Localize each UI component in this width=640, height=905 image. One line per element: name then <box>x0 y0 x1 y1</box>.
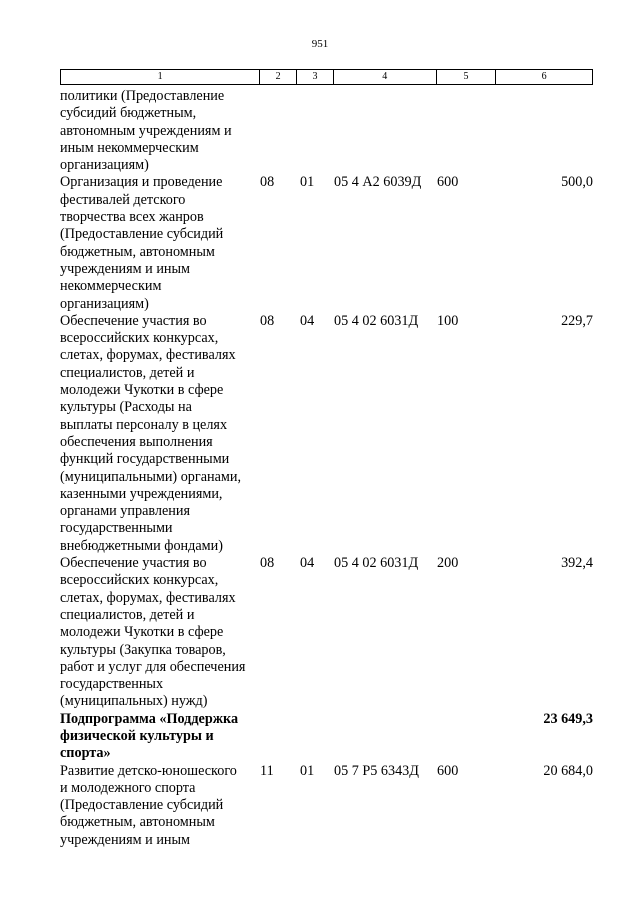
header-col-5: 5 <box>437 70 497 84</box>
row-description: политики (Предоставление субсидий бюджетным, автономным учреждениям и иным некоммерческим организациям) <box>60 88 232 174</box>
header-col-1: 1 <box>61 70 260 84</box>
table-row <box>60 174 593 312</box>
row-subsection: 01 <box>300 762 315 779</box>
row-section <box>260 711 297 763</box>
row-subsection: 01 <box>300 174 315 191</box>
row-target-code: 05 4 А2 6039Д <box>334 174 422 191</box>
row-section: 08 <box>260 312 275 329</box>
row-expense-type <box>437 88 497 174</box>
row-section <box>260 88 297 174</box>
row-section: 08 <box>260 555 275 572</box>
table-body <box>60 88 593 849</box>
table-row <box>60 88 593 174</box>
row-amount: 500,0 <box>561 174 593 191</box>
row-target-code <box>334 711 437 763</box>
row-target-code: 05 7 Р5 6343Д <box>334 762 419 779</box>
row-expense-type: 600 <box>437 174 459 191</box>
header-col-2: 2 <box>260 70 297 84</box>
row-description: Обеспечение участия во всероссийских конкурсах, слетах, форумах, фестивалях специалистов, детей и молодежи Чукотки в сфере культуры (Расходы на выплаты персоналу в целях обеспечения выполнения функций государственными (муниципальными) органами, казенными учреждениями, органами управления государственными внебюджетными фондами) <box>60 312 242 554</box>
row-expense-type: 100 <box>437 312 459 329</box>
row-target-code: 05 4 02 6031Д <box>334 312 419 329</box>
header-col-6: 6 <box>541 71 547 82</box>
table-row <box>60 313 593 555</box>
row-amount: 229,7 <box>561 312 593 329</box>
row-amount <box>497 88 593 174</box>
row-section: 08 <box>260 174 275 191</box>
row-amount: 392,4 <box>561 555 593 572</box>
table-row <box>60 555 593 711</box>
row-expense-type <box>437 711 497 763</box>
row-subsection <box>297 88 334 174</box>
header-col-4: 4 <box>334 70 437 84</box>
table-row <box>60 763 593 849</box>
row-description: Организация и проведение фестивалей детского творчества всех жанров (Предоставление субсидий бюджетным, автономным учреждениям и иным некоммерческим организациям) <box>60 174 224 312</box>
row-amount: 23 649,3 <box>543 710 593 727</box>
row-description: Развитие детско-юношеского и молодежного спорта (Предоставление субсидий бюджетным, автономным учреждениям и иным <box>60 762 237 848</box>
row-section: 11 <box>260 762 274 779</box>
row-target-code: 05 4 02 6031Д <box>334 555 419 572</box>
row-subsection <box>297 711 334 763</box>
row-amount: 20 684,0 <box>543 762 593 779</box>
page-number: 951 <box>311 38 329 50</box>
header-col-3: 3 <box>297 70 334 84</box>
row-description: Подпрограмма «Поддержка физической культуры и спорта» <box>60 710 239 762</box>
row-expense-type: 200 <box>437 555 459 572</box>
row-expense-type: 600 <box>437 762 459 779</box>
row-subsection: 04 <box>300 555 315 572</box>
table-header-row <box>60 69 593 85</box>
row-subsection: 04 <box>300 312 315 329</box>
table-row-subprogram <box>60 711 593 763</box>
row-target-code <box>334 88 437 174</box>
row-description: Обеспечение участия во всероссийских конкурсах, слетах, форумах, фестивалях специалистов, детей и молодежи Чукотки в сфере культуры (Закупка товаров, работ и услуг для обеспечения государственных (муниципальных) нужд) <box>60 555 246 710</box>
